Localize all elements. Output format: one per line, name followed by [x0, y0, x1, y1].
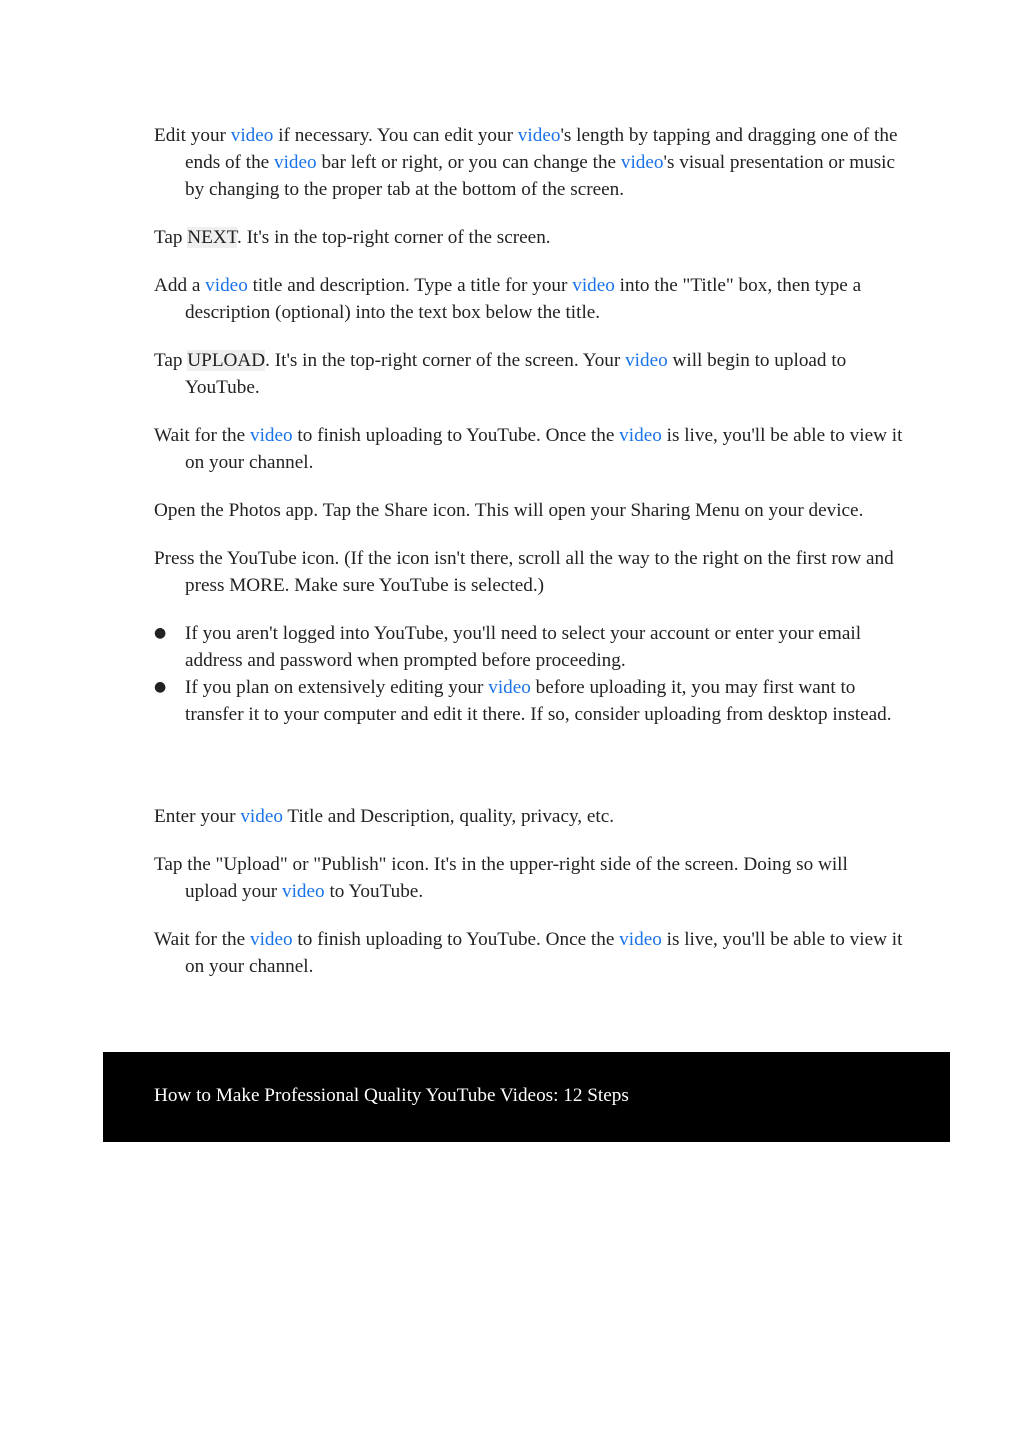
text-run: Enter your — [154, 806, 241, 827]
step-tap-upload — [154, 347, 904, 401]
text-run: . It's in the top-right corner of the screen. — [237, 227, 551, 248]
step-tap-publish — [154, 851, 904, 905]
text-run: Title and Description, quality, privacy, etc. — [282, 806, 615, 827]
step-add-title — [154, 272, 904, 326]
step-press-youtube — [154, 545, 904, 599]
video-link[interactable]: video — [205, 275, 248, 296]
next-label: NEXT — [187, 227, 238, 248]
video-link[interactable]: video — [249, 425, 293, 446]
video-link[interactable]: video — [230, 125, 274, 146]
text-run: into the "Title" box, then type a description (optional) into the text box below the title. — [185, 275, 862, 323]
text-run: will begin to upload to YouTube. — [185, 350, 847, 398]
bullet-list — [154, 620, 904, 728]
text-run: Tap the "Upload" or "Publish" icon. It's in the upper-right side of the screen. Doing so will upload your — [154, 854, 848, 902]
text-run: Wait for the — [154, 425, 250, 446]
bullet-icon: ● — [154, 625, 167, 641]
video-link[interactable]: video — [625, 350, 668, 371]
step-tap-next — [154, 224, 904, 251]
step-wait-upload — [154, 422, 904, 476]
text-run: to YouTube. — [324, 881, 424, 902]
text-run: is live, you'll be able to view it on your channel. — [185, 929, 903, 977]
step-open-photos — [154, 497, 904, 524]
text-run: 's length by tapping and dragging one of the ends of the — [185, 125, 898, 173]
step-wait-upload-2 — [154, 926, 904, 980]
step-enter-title — [154, 803, 904, 830]
text-run: to finish uploading to YouTube. Once the — [292, 929, 620, 950]
upload-label: UPLOAD — [187, 350, 266, 371]
text-run: Add a — [154, 275, 206, 296]
text-run: before uploading it, you may first want to transfer it to your computer and edit it there. If so, consider uploading from desktop instead. — [185, 677, 892, 725]
text-run: Tap — [154, 350, 188, 371]
text-run: if necessary. You can edit your — [273, 125, 518, 146]
video-link[interactable]: video — [619, 929, 662, 950]
bullet-item — [154, 674, 904, 728]
video-link[interactable]: video — [249, 929, 293, 950]
video-link[interactable]: video — [619, 425, 662, 446]
video-link[interactable]: video — [572, 275, 615, 296]
text-run: If you plan on extensively editing your — [185, 677, 489, 698]
text-run: Tap — [154, 227, 188, 248]
banner-title[interactable]: How to Make Professional Quality YouTube Videos: 12 Steps — [154, 1085, 629, 1106]
video-link[interactable]: video — [282, 881, 325, 902]
blank-spacer — [154, 728, 904, 803]
bullet-icon: ● — [154, 679, 167, 695]
text-run: bar left or right, or you can change the — [316, 152, 621, 173]
text-run: If you aren't logged into YouTube, you'll need to select your account or enter your email address and password when prompted before proceeding. — [185, 623, 862, 671]
text-run: Open the Photos app. Tap the Share icon. This will open your Sharing Menu on your device. — [154, 500, 864, 521]
text-run: to finish uploading to YouTube. Once the — [292, 425, 620, 446]
step-edit-video — [154, 122, 904, 203]
video-link[interactable]: video — [517, 125, 561, 146]
text-run: Wait for the — [154, 929, 250, 950]
bullet-item — [154, 620, 904, 674]
video-link[interactable]: video — [488, 677, 531, 698]
text-run: title and description. Type a title for your — [247, 275, 573, 296]
text-run: 's visual presentation or music by changing to the proper tab at the bottom of the screen. — [185, 152, 896, 200]
video-link[interactable]: video — [240, 806, 283, 827]
text-run: Edit your — [154, 125, 231, 146]
video-link[interactable]: video — [620, 152, 664, 173]
video-link[interactable]: video — [274, 152, 317, 173]
video-title-banner — [103, 1052, 950, 1142]
text-run: is live, you'll be able to view it on your channel. — [185, 425, 903, 473]
document-content — [154, 122, 904, 1001]
text-run: Press the YouTube icon. (If the icon isn't there, scroll all the way to the right on the first row and press MORE. Make sure YouTube is selected.) — [154, 548, 894, 596]
text-run: . It's in the top-right corner of the screen. Your — [265, 350, 626, 371]
